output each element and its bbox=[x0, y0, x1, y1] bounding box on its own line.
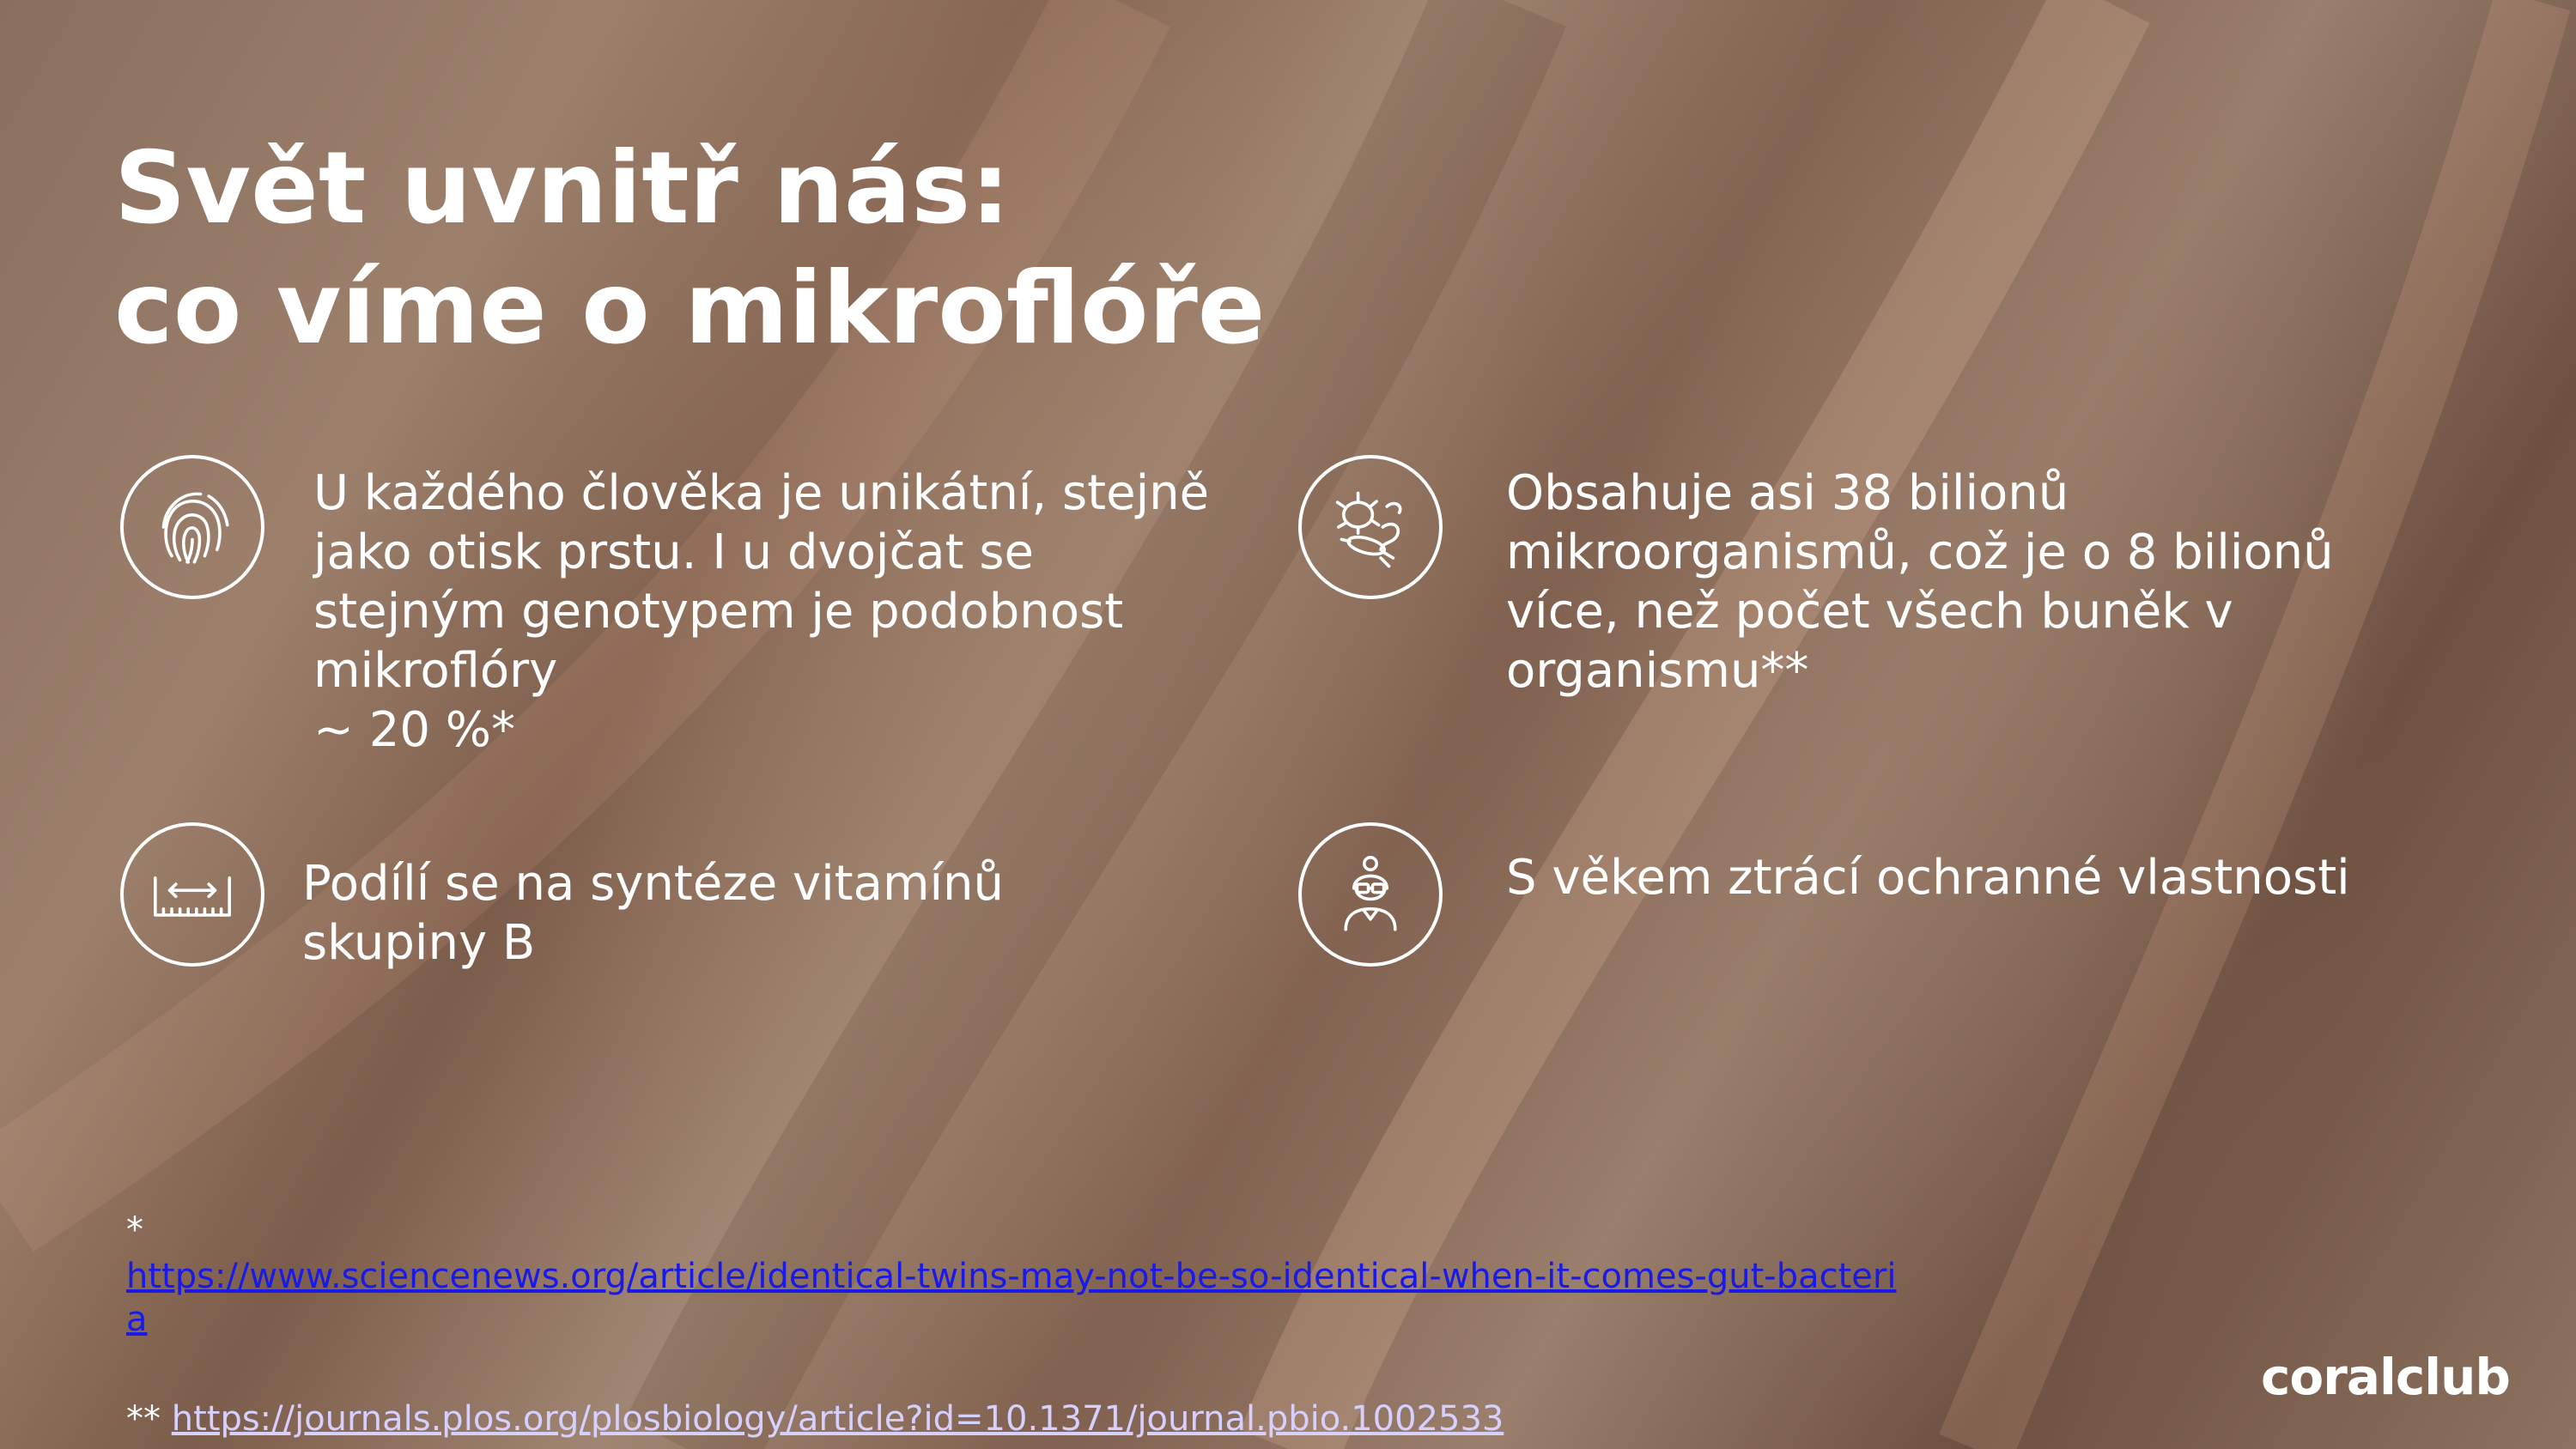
item-3-line-1: Podílí se na syntéze vitamínů bbox=[302, 856, 1005, 912]
item-1-line-1: U každého člověka je unikátní, stejně bbox=[313, 465, 1210, 521]
item-1-line-4: mikroflóry bbox=[313, 643, 558, 699]
item-1-line-3: stejným genotypem je podobnost bbox=[313, 584, 1124, 640]
item-text-fingerprint bbox=[313, 464, 1209, 760]
item-3-line-2: skupiny B bbox=[302, 915, 536, 971]
item-text-age bbox=[1506, 848, 2350, 907]
reference-2 bbox=[126, 1397, 1504, 1440]
reference-2-link[interactable]: https://journals.plos.org/plosbiology/article?id=10.1371/journal.pbio.1002533 bbox=[171, 1399, 1504, 1439]
reference-1-marker: * bbox=[126, 1210, 143, 1250]
item-2-line-2: mikroorganismů, což je o 8 bilionů bbox=[1506, 524, 2334, 580]
title-line-2: co víme o mikroflóře bbox=[114, 251, 1266, 367]
title-line-1: Svět uvnitř nás: bbox=[114, 130, 1011, 246]
elderly-person-icon bbox=[1298, 822, 1443, 967]
reference-2-marker: ** bbox=[126, 1399, 161, 1439]
item-1-line-5: ~ 20 %* bbox=[313, 702, 515, 758]
page-title bbox=[114, 129, 1265, 369]
microorganisms-icon bbox=[1298, 455, 1443, 599]
ruler-icon bbox=[120, 822, 264, 967]
item-1-line-2: jako otisk prstu. I u dvojčat se bbox=[313, 524, 1034, 580]
fingerprint-icon bbox=[120, 455, 264, 599]
item-4-line-1: S věkem ztrácí ochranné vlastnosti bbox=[1506, 850, 2350, 906]
item-2-line-1: Obsahuje asi 38 bilionů bbox=[1506, 465, 2069, 521]
coralclub-logo: coralclub bbox=[2261, 1348, 2510, 1406]
item-2-line-4: organismu** bbox=[1506, 643, 1809, 699]
item-text-microorganisms bbox=[1506, 464, 2334, 700]
reference-1-link[interactable]: https://www.sciencenews.org/article/identical-twins-may-not-be-so-identical-when-it-comes-gut-bacteria bbox=[126, 1257, 1897, 1339]
item-text-vitamins bbox=[302, 854, 1004, 973]
item-2-line-3: více, než počet všech buněk v bbox=[1506, 584, 2233, 640]
